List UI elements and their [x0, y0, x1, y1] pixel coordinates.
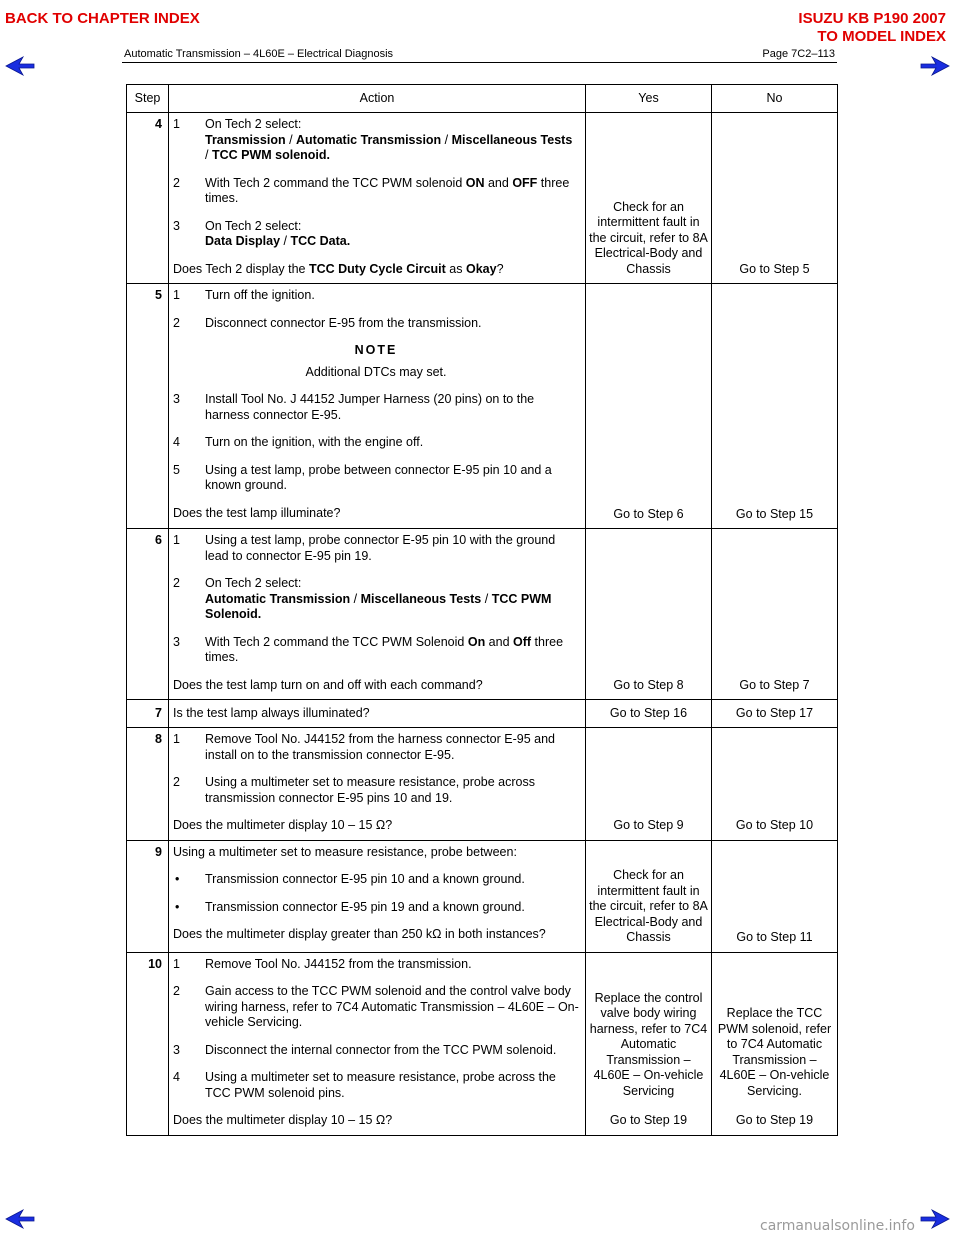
list-item: 4 Using a multimeter set to measure resistance, probe across the TCC PWM solenoid pins.: [173, 1070, 579, 1101]
menu-path-part: Miscellaneous Tests: [360, 591, 482, 606]
list-item: 4 Turn on the ignition, with the engine off.: [173, 435, 579, 451]
step-number: 10: [127, 952, 169, 1135]
menu-path-part: Miscellaneous Tests: [451, 132, 573, 147]
item-text-bold: OFF: [512, 175, 538, 190]
no-next-step: Go to Step 17: [735, 705, 814, 720]
no-cell: [712, 952, 838, 1135]
step-question: Does the multimeter display 10 – 15 Ω?: [173, 1113, 393, 1127]
item-text: Remove Tool No. J44152 from the transmission.: [205, 956, 472, 971]
item-text: Using a test lamp, probe between connector E-95 pin 10 and a known ground.: [205, 462, 552, 492]
step-question: Does the multimeter display greater than 250 kΩ in both instances?: [173, 927, 546, 941]
item-text: On Tech 2 select:: [205, 218, 302, 233]
table-row: [127, 952, 838, 1135]
back-to-chapter-index-link[interactable]: BACK TO CHAPTER INDEX: [5, 10, 200, 27]
list-item: 5 Using a test lamp, probe between connector E-95 pin 10 and a known ground.: [173, 463, 579, 494]
next-page-right-arrow-icon[interactable]: [920, 1208, 950, 1230]
action-cell: [169, 113, 586, 284]
table-row: [127, 284, 838, 529]
list-item: 3 Install Tool No. J 44152 Jumper Harness (20 pins) on to the harness connector E-95.: [173, 392, 579, 423]
menu-path-separator: /: [441, 132, 452, 147]
list-item: 2 Using a multimeter set to measure resistance, probe across transmission connector E-95 pins 10 and 19.: [173, 775, 579, 806]
model-title[interactable]: ISUZU KB P190 2007: [798, 10, 946, 27]
diagnostic-procedure-table: [126, 84, 838, 1136]
yes-cell: [586, 700, 712, 728]
no-instruction: Replace the TCC PWM solenoid, refer to 7C4 Automatic Transmission – 4L60E – On-vehicle Servicing.: [717, 1006, 832, 1098]
item-text: On Tech 2 select:: [205, 576, 302, 590]
step-number: 7: [127, 700, 169, 728]
header-divider: [122, 62, 837, 63]
no-cell: [712, 728, 838, 841]
no-cell: [712, 113, 838, 284]
item-number: 2: [173, 175, 180, 190]
previous-page-left-arrow-icon[interactable]: [5, 55, 35, 77]
no-next-step: Go to Step 15: [735, 506, 814, 521]
no-cell: [712, 529, 838, 700]
menu-path-part: TCC PWM Solenoid.: [205, 591, 552, 621]
menu-path-part: Data Display: [205, 234, 281, 248]
no-next-step: Go to Step 7: [739, 677, 810, 692]
list-item: 2 Gain access to the TCC PWM solenoid and the control valve body wiring harness, refer to 7C4 Automatic Transmission – 4L60E – On-vehicle Servicing.: [173, 984, 579, 1029]
menu-path-part: Transmission: [205, 132, 286, 147]
yes-next-step: Go to Step 16: [609, 705, 688, 720]
action-cell: [169, 952, 586, 1135]
table-row: [127, 113, 838, 284]
yes-next-step: Go to Step 6: [613, 506, 684, 521]
item-text: Remove Tool No. J44152 from the harness connector E-95 and install on to the transmission connector E-95.: [205, 732, 555, 762]
page-number: Page 7C2–113: [762, 48, 835, 60]
menu-path-separator: /: [280, 234, 291, 248]
item-text: Turn on the ignition, with the engine off.: [205, 435, 424, 449]
menu-path-part: Automatic Transmission: [296, 132, 442, 147]
yes-instruction: Check for an intermittent fault in the circuit, refer to 8A Electrical-Body and Chassis: [589, 199, 708, 276]
item-text: Turn off the ignition.: [205, 288, 315, 302]
no-next-step: Go to Step 11: [736, 930, 813, 944]
item-text: Using a multimeter set to measure resistance, probe between:: [173, 844, 517, 859]
yes-next-step: Go to Step 8: [613, 677, 684, 692]
yes-instruction: Replace the control valve body wiring harness, refer to 7C4 Automatic Transmission – 4L60E – On-vehicle Servicing: [589, 990, 708, 1098]
item-text: Disconnect connector E-95 from the transmission.: [205, 315, 482, 330]
menu-path-part: TCC PWM solenoid.: [211, 148, 331, 162]
item-text: Gain access to the TCC PWM solenoid and the control valve body wiring harness, refer to 7C4 Automatic Transmission – 4L60E – On-vehicle Servicing.: [205, 984, 579, 1029]
list-item: • Transmission connector E-95 pin 10 and a known ground.: [175, 872, 525, 886]
action-cell: [169, 284, 586, 529]
yes-next-step: Go to Step 9: [613, 818, 684, 832]
list-item: 2 On Tech 2 select: Automatic Transmission / Miscellaneous Tests / TCC PWM Solenoid.: [173, 576, 552, 621]
action-cell: [169, 700, 586, 728]
yes-cell: [586, 284, 712, 529]
table-row: [127, 840, 838, 952]
yes-next-step: Go to Step 19: [609, 1113, 688, 1127]
action-cell: [169, 728, 586, 841]
yes-cell: [586, 840, 712, 952]
to-model-index-link[interactable]: TO MODEL INDEX: [817, 28, 946, 45]
no-cell: [712, 700, 838, 728]
action-cell: [169, 529, 586, 700]
watermark: carmanualsonline.info: [760, 1218, 915, 1234]
yes-instruction: Check for an intermittent fault in the circuit, refer to 8A Electrical-Body and Chassis: [589, 868, 708, 944]
step-number: 6: [127, 529, 169, 700]
list-item: 1 Using a test lamp, probe connector E-95 pin 10 with the ground lead to connector E-95 pin 19.: [173, 533, 579, 564]
note-title: NOTE: [354, 343, 398, 357]
item-text: and: [484, 175, 513, 190]
step-number: 9: [127, 840, 169, 952]
yes-cell: [586, 113, 712, 284]
table-header-row: [127, 85, 838, 113]
step-question: Does the test lamp illuminate?: [173, 505, 341, 520]
item-text: Using a multimeter set to measure resistance, probe across transmission connector E-95 pins 10 and 19.: [205, 775, 535, 805]
list-item: • Transmission connector E-95 pin 19 and a known ground.: [175, 899, 525, 914]
step-question: Does the test lamp turn on and off with each command?: [173, 677, 483, 692]
item-text: Disconnect the internal connector from the TCC PWM solenoid.: [205, 1042, 557, 1057]
column-header-action: Action: [169, 85, 586, 113]
list-item: [173, 176, 579, 207]
column-header-no: No: [712, 85, 838, 113]
list-item: 1 Turn off the ignition.: [173, 288, 579, 304]
item-text: Using a multimeter set to measure resistance, probe across the TCC PWM solenoid pins.: [205, 1070, 556, 1100]
list-item: 3 Disconnect the internal connector from the TCC PWM solenoid.: [173, 1043, 579, 1059]
yes-cell: [586, 529, 712, 700]
menu-path-separator: /: [285, 132, 297, 147]
yes-cell: [586, 728, 712, 841]
next-page-right-arrow-icon[interactable]: [920, 55, 950, 77]
table-row: [127, 700, 838, 728]
action-cell: [169, 840, 586, 952]
page-header-title: Automatic Transmission – 4L60E – Electrical Diagnosis: [124, 48, 394, 60]
item-text: With Tech 2 command the TCC PWM solenoid: [205, 175, 466, 190]
table-row: [127, 529, 838, 700]
list-item: 1 Remove Tool No. J44152 from the transmission.: [173, 957, 579, 973]
list-item: 1 Remove Tool No. J44152 from the harness connector E-95 and install on to the transmission connector E-95.: [173, 732, 579, 763]
no-next-step: Go to Step 5: [739, 261, 810, 276]
step-number: 5: [127, 284, 169, 529]
no-cell: [712, 840, 838, 952]
item-number: 1: [173, 117, 180, 131]
step-question: Does Tech 2 display the TCC Duty Cycle Circuit as Okay?: [173, 261, 504, 276]
step-number: 4: [127, 113, 169, 284]
menu-path-separator: /: [205, 148, 212, 162]
yes-cell: [586, 952, 712, 1135]
list-item: 2 Disconnect connector E-95 from the transmission.: [173, 316, 579, 332]
item-number: 3: [173, 218, 180, 233]
item-text: three times.: [205, 175, 570, 205]
no-next-step: Go to Step 10: [735, 818, 814, 832]
item-text: On Tech 2 select:: [205, 117, 302, 131]
item-text: Transmission connector E-95 pin 19 and a known ground.: [205, 899, 525, 914]
item-text-bold: ON: [465, 175, 485, 190]
item-text: Transmission connector E-95 pin 10 and a known ground.: [205, 872, 525, 886]
item-text: Using a test lamp, probe connector E-95 pin 10 with the ground lead to connector E-95 pin 19.: [205, 533, 556, 563]
list-item: 3 With Tech 2 command the TCC PWM Solenoid On and Off three times.: [173, 634, 564, 664]
table-row: [127, 728, 838, 841]
list-item: [173, 219, 579, 250]
previous-page-left-arrow-icon[interactable]: [5, 1208, 35, 1230]
no-cell: [712, 284, 838, 529]
no-next-step: Go to Step 19: [735, 1113, 814, 1127]
step-question: Does the multimeter display 10 – 15 Ω?: [173, 818, 393, 832]
note-text: Additional DTCs may set.: [305, 364, 447, 379]
note-block: [173, 343, 579, 380]
step-question: Is the test lamp always illuminated?: [173, 705, 370, 720]
list-item: [173, 117, 579, 164]
menu-path-part: Automatic Transmission: [205, 591, 351, 606]
menu-path-part: TCC Data.: [290, 234, 351, 248]
column-header-step: Step: [127, 85, 169, 113]
column-header-yes: Yes: [586, 85, 712, 113]
item-text: Install Tool No. J 44152 Jumper Harness (20 pins) on to the harness connector E-95.: [205, 392, 535, 422]
step-number: 8: [127, 728, 169, 841]
